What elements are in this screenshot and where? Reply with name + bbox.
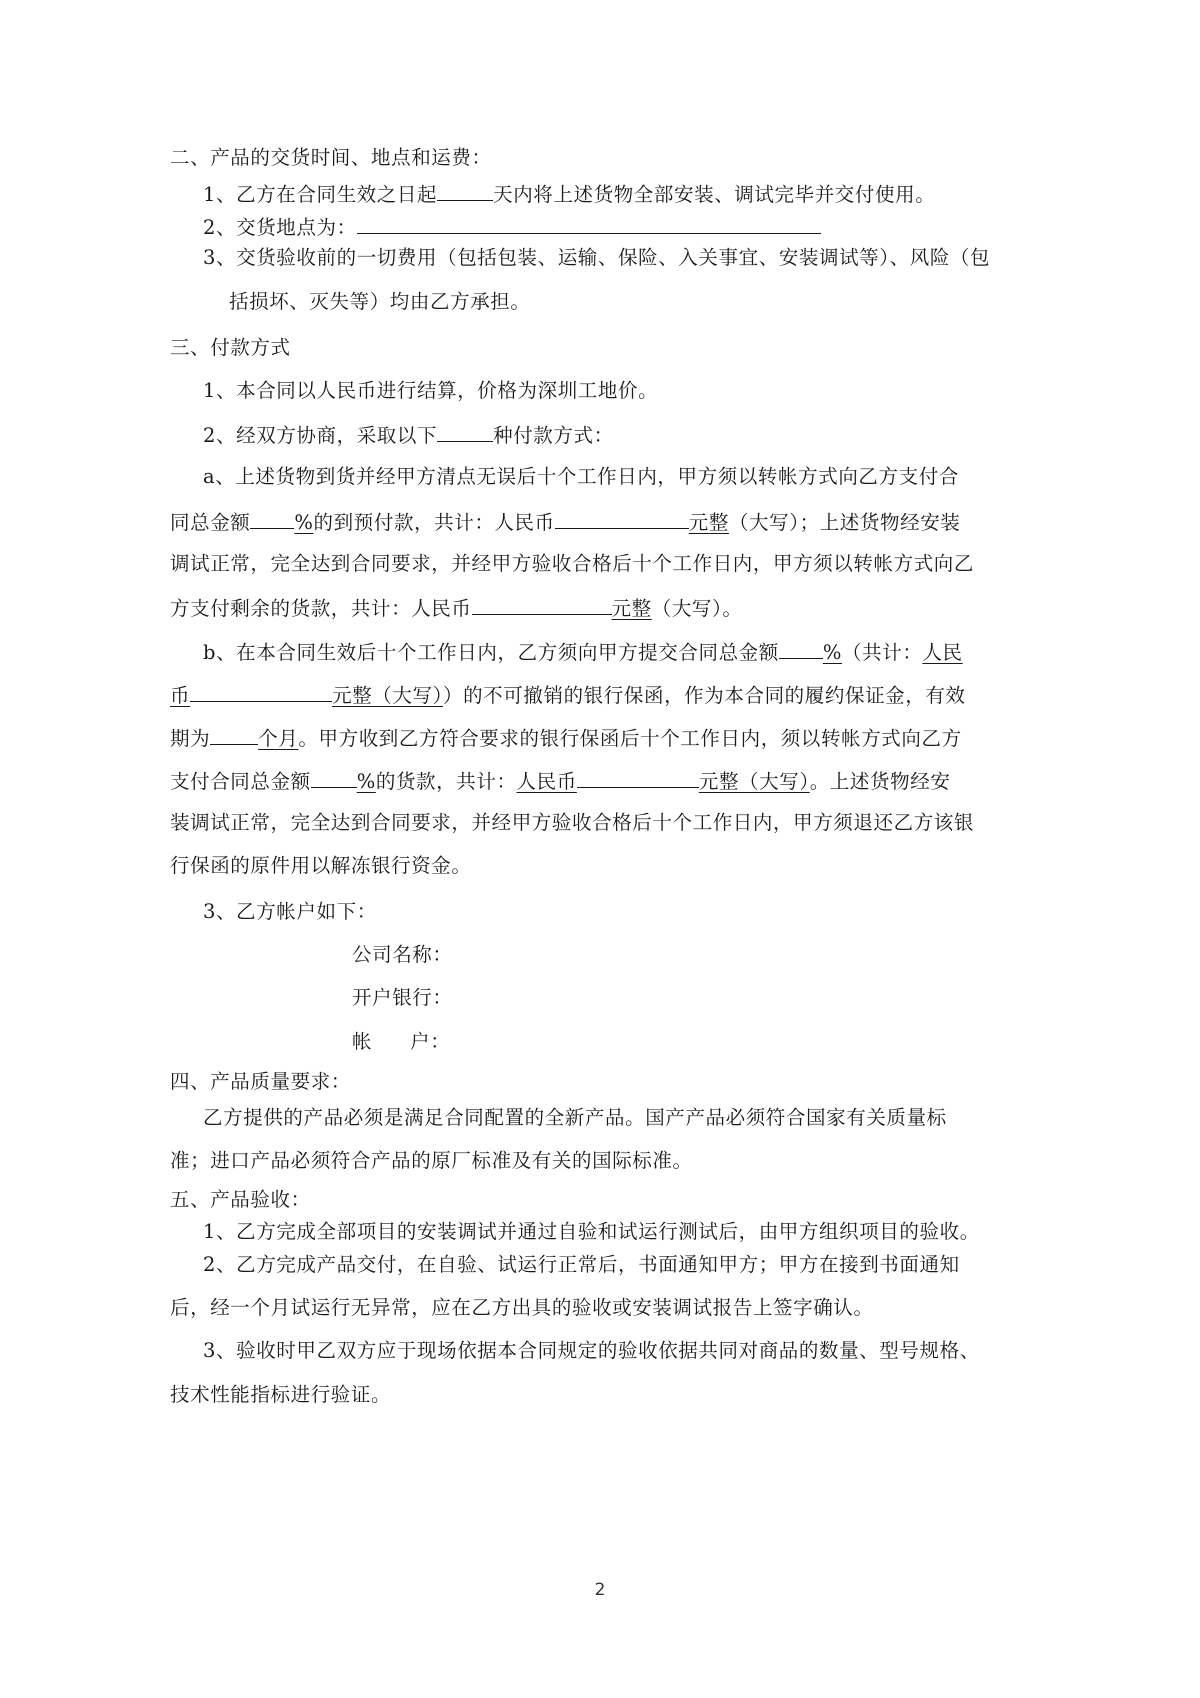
section-2-item-2 xyxy=(203,211,821,243)
delivery-location-blank xyxy=(357,211,821,234)
text: ）的不可撤销的银行保函，作为本合同的履约保证金，有效 xyxy=(442,684,966,707)
amount-blank xyxy=(577,765,699,788)
text: （共计： xyxy=(842,641,923,664)
page-number: 2 xyxy=(594,1580,606,1600)
text: 户： xyxy=(410,1030,451,1053)
text: 1、乙方在合同生效之日起 xyxy=(203,183,438,206)
text: 2、交货地点为： xyxy=(203,216,357,239)
method-blank xyxy=(437,419,493,442)
text: 天内将上述货物全部安装、调试完毕并交付使用。 xyxy=(493,183,936,206)
section-2-item-3-line-1: 3、交货验收前的一切费用（包括包装、运输、保险、入关事宜、安装调试等）、风险（包 xyxy=(203,246,991,269)
clause-b-line-6: 行保函的原件用以解冻银行资金。 xyxy=(170,854,472,877)
text: 帐 xyxy=(352,1030,373,1053)
text: 人民 xyxy=(922,641,963,664)
clause-b-line-1 xyxy=(203,636,963,668)
text: 元整 xyxy=(688,511,729,534)
text: 的到预付款，共计：人民币 xyxy=(313,511,555,534)
months-blank xyxy=(210,722,258,745)
text: 2、经双方协商，采取以下 xyxy=(203,424,438,447)
text: 。上述货物经安 xyxy=(809,770,951,793)
section-3-heading: 三、付款方式 xyxy=(170,336,291,359)
section-5-heading: 五、产品验收： xyxy=(170,1188,311,1211)
text: 。甲方收到乙方符合要求的银行保函后十个工作日内，须以转帐方式向乙方 xyxy=(298,727,962,750)
text: 的货款，共计： xyxy=(375,770,517,793)
section-5-item-1: 1、乙方完成全部项目的安装调试并通过自验和试运行测试后，由甲方组织项目的验收。 xyxy=(203,1220,980,1243)
text: 个月 xyxy=(258,727,299,750)
text: 人民币 xyxy=(516,770,577,793)
text: 元整（大写） xyxy=(332,684,443,707)
percent-blank xyxy=(779,636,823,659)
section-2-item-3-line-2: 括损坏、灭失等）均由乙方承担。 xyxy=(229,290,531,313)
section-5-item-3-line-2: 技术性能指标进行验证。 xyxy=(170,1383,392,1406)
section-3-item-1: 1、本合同以人民币进行结算，价格为深圳工地价。 xyxy=(203,379,659,402)
days-blank xyxy=(437,178,493,201)
text: 同总金额 xyxy=(170,511,251,534)
amount-blank xyxy=(555,506,689,529)
section-5-item-3-line-1: 3、验收时甲乙双方应于现场依据本合同规定的验收依据共同对商品的数量、型号规格、 xyxy=(203,1339,980,1362)
text: % xyxy=(294,511,314,534)
clause-a-line-2 xyxy=(170,506,960,538)
text: 支付合同总金额 xyxy=(170,770,311,793)
section-4-line-1: 乙方提供的产品必须是满足合同配置的全新产品。国产产品必须符合国家有关质量标 xyxy=(203,1106,947,1129)
text: （大写）；上述货物经安装 xyxy=(728,511,961,534)
text: 币 xyxy=(170,684,191,707)
text: % xyxy=(822,641,843,664)
section-5-item-2-line-1: 2、乙方完成产品交付，在自验、试运行正常后，书面通知甲方；甲方在接到书面通知 xyxy=(203,1253,960,1276)
text: b、在本合同生效后十个工作日内，乙方须向甲方提交合同总金额 xyxy=(203,641,779,664)
text: （大写）。 xyxy=(651,597,743,620)
text: % xyxy=(356,770,376,793)
section-5-item-2-line-2: 后，经一个月试运行无异常，应在乙方出具的验收或安装调试报告上签字确认。 xyxy=(170,1296,874,1319)
percent-blank xyxy=(250,506,294,529)
clause-b-line-3 xyxy=(170,722,962,754)
clause-a-line-3: 调试正常，完全达到合同要求，并经甲方验收合格后十个工作日内，甲方须以转帐方式向乙 xyxy=(170,552,975,575)
clause-b-line-2 xyxy=(170,679,966,711)
text: 元整 xyxy=(611,597,652,620)
amount-blank xyxy=(190,679,332,702)
section-2-item-1 xyxy=(203,178,935,210)
clause-b-line-5: 装调试正常，完全达到合同要求，并经甲方验收合格后十个工作日内，甲方须退还乙方该银 xyxy=(170,811,975,834)
percent-blank xyxy=(311,765,357,788)
text: 元整（大写） xyxy=(698,770,810,793)
section-2-heading: 二、产品的交货时间、地点和运费： xyxy=(170,146,492,169)
account-number-label xyxy=(352,1027,450,1057)
section-4-heading: 四、产品质量要求： xyxy=(170,1070,351,1093)
text: 方支付剩余的货款，共计：人民币 xyxy=(170,597,472,620)
clause-a-line-1: a、上述货物到货并经甲方清点无误后十个工作日内，甲方须以转帐方式向乙方支付合 xyxy=(203,465,959,488)
text: 种付款方式： xyxy=(493,424,614,447)
amount-blank xyxy=(472,592,612,615)
section-3-item-3: 3、乙方帐户如下： xyxy=(203,900,377,923)
account-company-label: 公司名称： xyxy=(352,943,453,966)
section-3-item-2 xyxy=(203,419,614,451)
clause-b-line-4 xyxy=(170,765,950,797)
account-bank-label: 开户银行： xyxy=(352,986,453,1009)
clause-a-line-4 xyxy=(170,592,742,624)
section-4-line-2: 准；进口产品必须符合产品的原厂标准及有关的国际标准。 xyxy=(170,1149,693,1172)
text: 期为 xyxy=(170,727,211,750)
